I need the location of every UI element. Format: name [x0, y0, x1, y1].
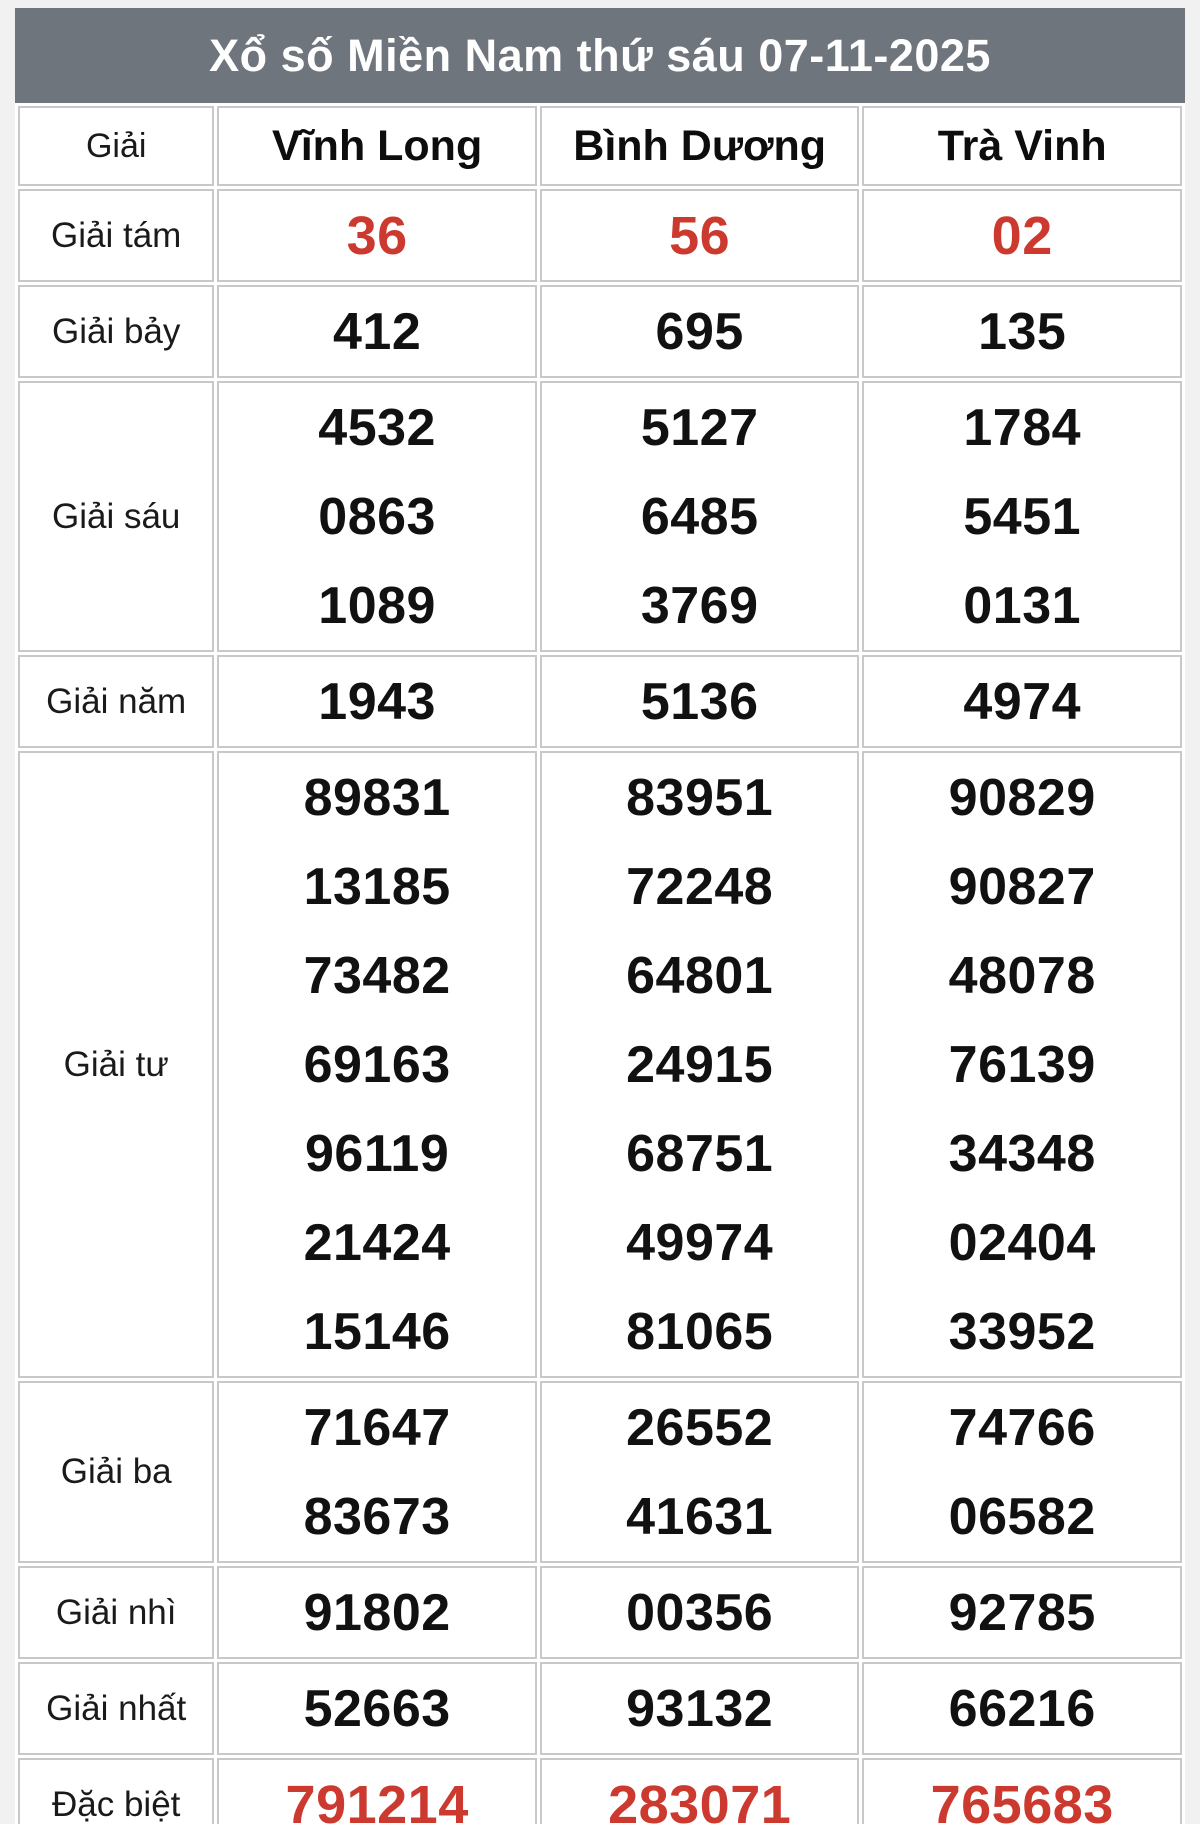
column-header-1: Vĩnh Long: [217, 106, 537, 186]
result-cell: [217, 1566, 537, 1659]
prize-label: Giải bảy: [18, 285, 214, 378]
prize-row: [18, 1758, 1182, 1824]
result-cell: [540, 1566, 860, 1659]
result-cell: [862, 1758, 1182, 1824]
result-cell: [862, 285, 1182, 378]
prize-row: [18, 1381, 1182, 1563]
prize-label: Giải nhì: [18, 1566, 214, 1659]
result-cell: [217, 1662, 537, 1755]
result-number: 283071: [608, 1774, 792, 1824]
result-number: 68751: [626, 1124, 774, 1183]
result-number: 90827: [948, 857, 1096, 916]
result-number: 48078: [948, 946, 1096, 1005]
prize-label: Giải năm: [18, 655, 214, 748]
result-number: 49974: [626, 1213, 774, 1272]
result-cell: [217, 189, 537, 282]
result-number: 71647: [303, 1398, 451, 1457]
result-number: 36: [346, 205, 408, 266]
result-number: 76139: [948, 1035, 1096, 1094]
column-header-2: Bình Dương: [540, 106, 860, 186]
result-number: 66216: [948, 1679, 1096, 1738]
result-cell: [862, 381, 1182, 652]
result-number: 92785: [948, 1583, 1096, 1642]
title-bar: [15, 8, 1185, 103]
result-number: 1784: [963, 398, 1082, 457]
result-number: 5451: [963, 487, 1082, 546]
result-number: 5127: [640, 398, 759, 457]
result-number: 52663: [303, 1679, 451, 1738]
prize-row: [18, 285, 1182, 378]
prize-row: [18, 655, 1182, 748]
prize-row: [18, 751, 1182, 1378]
table-body: [18, 189, 1182, 1824]
result-number: 06582: [948, 1487, 1096, 1546]
result-cell: [540, 1758, 860, 1824]
result-number: 21424: [303, 1213, 451, 1272]
result-number: 64801: [626, 946, 774, 1005]
prize-label: Giải ba: [18, 1381, 214, 1563]
result-cell: [540, 655, 860, 748]
result-cell: [217, 1758, 537, 1824]
result-number: 13185: [303, 857, 451, 916]
result-number: 1089: [318, 576, 436, 635]
result-cell: [217, 285, 537, 378]
result-number: 83951: [626, 768, 774, 827]
result-cell: [540, 189, 860, 282]
result-number: 24915: [626, 1035, 774, 1094]
result-cell: [862, 1662, 1182, 1755]
result-number: 34348: [948, 1124, 1096, 1183]
result-number: 0131: [963, 576, 1082, 635]
prize-row: [18, 189, 1182, 282]
result-number: 91802: [303, 1583, 451, 1642]
prize-label: Giải sáu: [18, 381, 214, 652]
prize-label: Giải tư: [18, 751, 214, 1378]
result-cell: [540, 381, 860, 652]
result-number: 89831: [303, 768, 451, 827]
header-row: [18, 106, 1182, 186]
result-cell: [862, 1566, 1182, 1659]
result-number: 74766: [948, 1398, 1096, 1457]
corner-header-label: Giải: [18, 106, 214, 186]
result-number: 73482: [303, 946, 451, 1005]
result-cell: [217, 381, 537, 652]
result-number: 4532: [318, 398, 436, 457]
prize-row: [18, 381, 1182, 652]
result-number: 1943: [318, 672, 436, 731]
prize-row: [18, 1662, 1182, 1755]
prize-row: [18, 1566, 1182, 1659]
prize-label: Giải tám: [18, 189, 214, 282]
result-number: 93132: [626, 1679, 774, 1738]
result-number: 15146: [303, 1302, 451, 1361]
result-number: 81065: [626, 1302, 774, 1361]
result-number: 69163: [303, 1035, 451, 1094]
result-number: 72248: [626, 857, 774, 916]
result-number: 412: [333, 302, 422, 361]
result-cell: [862, 751, 1182, 1378]
result-number: 33952: [948, 1302, 1096, 1361]
result-number: 26552: [626, 1398, 774, 1457]
result-cell: [862, 189, 1182, 282]
result-number: 56: [669, 205, 731, 266]
result-number: 6485: [640, 487, 759, 546]
result-cell: [540, 751, 860, 1378]
result-number: 3769: [640, 576, 759, 635]
result-number: 83673: [303, 1487, 451, 1546]
result-number: 02: [991, 205, 1053, 266]
result-number: 791214: [285, 1774, 469, 1824]
page-title: Xổ số Miền Nam thứ sáu 07-11-2025: [209, 29, 991, 81]
result-cell: [217, 751, 537, 1378]
result-number: 0863: [318, 487, 436, 546]
result-number: 5136: [640, 672, 759, 731]
prize-label: Đặc biệt: [18, 1758, 214, 1824]
result-cell: [540, 285, 860, 378]
prize-label: Giải nhất: [18, 1662, 214, 1755]
result-cell: [862, 1381, 1182, 1563]
result-number: 90829: [948, 768, 1096, 827]
result-cell: [862, 655, 1182, 748]
column-header-3: Trà Vinh: [862, 106, 1182, 186]
result-number: 695: [655, 302, 744, 361]
result-number: 4974: [963, 672, 1082, 731]
results-table: [15, 103, 1185, 1824]
result-number: 02404: [948, 1213, 1096, 1272]
result-cell: [540, 1381, 860, 1563]
result-number: 96119: [305, 1124, 450, 1183]
result-cell: [217, 1381, 537, 1563]
result-cell: [540, 1662, 860, 1755]
result-number: 135: [978, 302, 1067, 361]
result-number: 00356: [626, 1583, 774, 1642]
result-number: 41631: [626, 1487, 774, 1546]
table-head: [18, 106, 1182, 186]
result-cell: [217, 655, 537, 748]
result-number: 765683: [930, 1774, 1114, 1824]
